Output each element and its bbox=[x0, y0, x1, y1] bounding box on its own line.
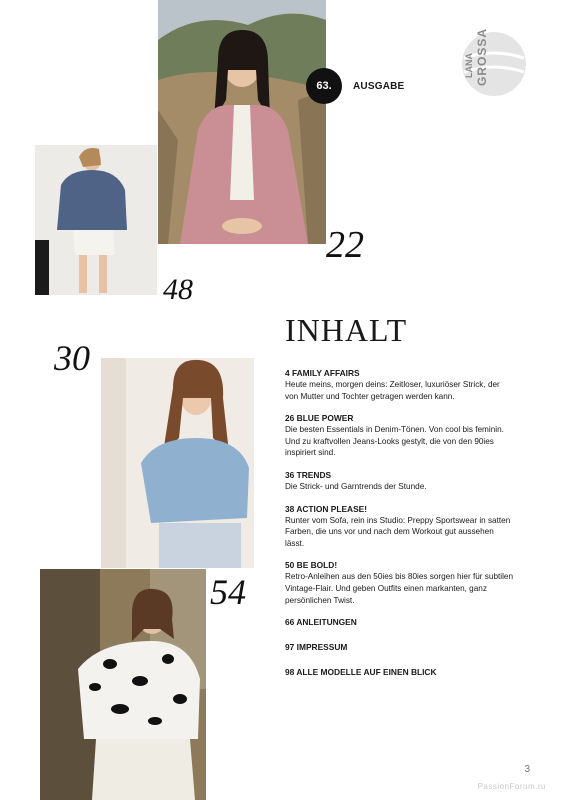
page-ref-30: 30 bbox=[54, 338, 90, 378]
toc-entry-title: 50 BE BOLD! bbox=[285, 560, 338, 571]
toc-entry-description: Die besten Essentials in Denim-Tönen. Von cool bis feminin. Und zu kraftvollen Jeans-Looks gestylt, die von den 90ies inspiriert sind. bbox=[285, 425, 504, 458]
watermark: PassionForum.ru bbox=[477, 782, 546, 791]
page-ref-22: 22 bbox=[326, 224, 364, 266]
photo-blue-hoodie bbox=[35, 145, 157, 295]
toc-entry-description: Runter vom Sofa, rein ins Studio: Preppy Sportswear in satten Farben, die uns vor und nach dem Workout gut aussehen lässt. bbox=[285, 515, 511, 548]
page-title: INHALT bbox=[285, 312, 408, 348]
photo-polka-sweater bbox=[40, 569, 206, 800]
toc-entry bbox=[285, 642, 515, 653]
toc-entry-description: Die Strick- und Garntrends der Stunde. bbox=[285, 481, 427, 491]
svg-text:LANA: LANA bbox=[464, 53, 474, 78]
toc-entry bbox=[285, 504, 515, 550]
svg-text:GROSSA: GROSSA bbox=[475, 28, 489, 86]
toc-entry bbox=[285, 617, 515, 628]
issue-label: AUSGABE bbox=[353, 81, 405, 92]
toc-entry-title: 26 BLUE POWER bbox=[285, 413, 354, 424]
toc-entry bbox=[285, 413, 515, 459]
table-of-contents bbox=[285, 368, 515, 692]
toc-entry-title: 36 TRENDS bbox=[285, 469, 332, 480]
toc-entry bbox=[285, 470, 515, 493]
toc-entry-description: Heute meins, morgen deins: Zeitloser, luxuriöser Strick, der von Mutter und Tochter getragen werden kann. bbox=[285, 380, 500, 401]
page-ref-54: 54 bbox=[210, 572, 246, 612]
toc-entry bbox=[285, 368, 515, 402]
photo-pink-cardigan bbox=[158, 0, 326, 244]
toc-entry-description: Retro-Anleihen aus den 50ies bis 80ies sorgen hier für subtilen Vintage-Flair. Und geben Outfits einen markanten, ganz persönlichen Twist. bbox=[285, 572, 514, 605]
issue-number-badge: 63. bbox=[306, 68, 342, 104]
toc-entry-title: 66 ANLEITUNGEN bbox=[285, 617, 357, 628]
toc-entry bbox=[285, 667, 515, 678]
toc-entry-title: 38 ACTION PLEASE! bbox=[285, 503, 368, 514]
toc-entry-title: 97 IMPRESSUM bbox=[285, 642, 348, 653]
toc-entry-title: 98 ALLE MODELLE AUF EINEN BLICK bbox=[285, 667, 437, 678]
toc-entry bbox=[285, 560, 515, 606]
lana-grossa-logo bbox=[458, 28, 530, 98]
photo-light-blue-top bbox=[101, 358, 254, 568]
page-number: 3 bbox=[524, 764, 530, 775]
toc-entry-title: 4 FAMILY AFFAIRS bbox=[285, 368, 360, 378]
page-ref-48: 48 bbox=[163, 273, 193, 306]
